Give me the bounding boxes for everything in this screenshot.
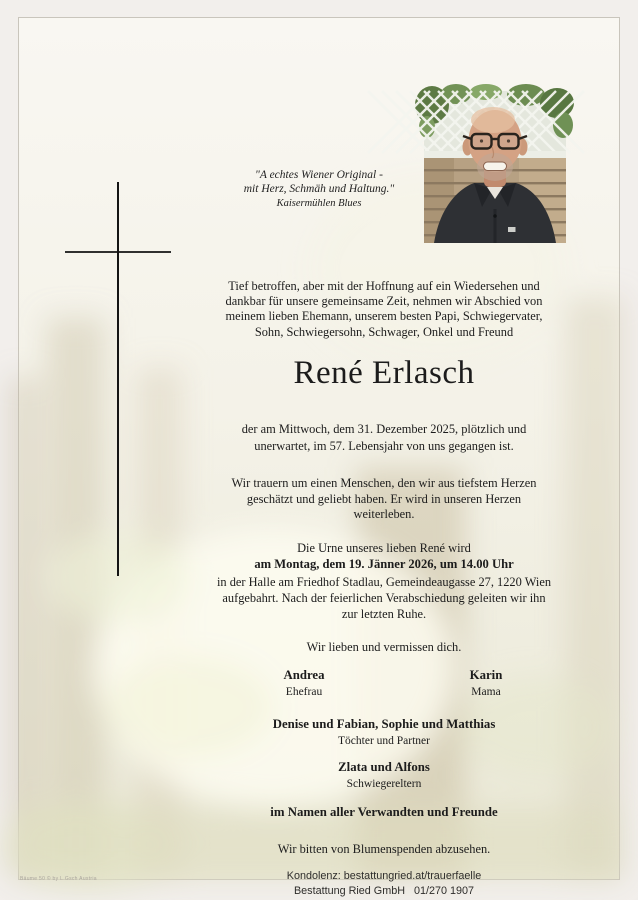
funeral-datetime: am Montag, dem 19. Jänner 2026, um 14.00 Uhr: [254, 557, 514, 571]
mourner-relation: Mama: [471, 686, 501, 698]
flowers-note: Wir bitten von Blumenspenden abzusehen.: [277, 842, 491, 856]
mourner-name: Zlata und Alfons: [338, 760, 430, 774]
urn-intro-line: Die Urne unseres lieben René wird: [297, 541, 471, 555]
funeral-location-details: in der Halle am Friedhof Stadlau, Gemeindeaugasse 27, 1220 Wien aufgebahrt. Nach der feierlichen Verabschiedung geleiten wir ihn zur letzten Ruhe.: [216, 575, 552, 621]
farewell-line: Wir lieben und vermissen dich.: [306, 640, 462, 654]
deceased-portrait-photo: [424, 91, 566, 243]
mourner-relation: Ehefrau: [285, 686, 323, 698]
photo-credit: Bäume 50 © by L.Gsch Austria: [20, 876, 97, 882]
intro-paragraph: Tief betroffen, aber mit der Hoffnung auf ein Wiedersehen und dankbar für unsere gemeinsame Zeit, nehmen wir Abschied von meinem lieben Ehemann, unserem besten Papi, Schwiegervater, Sohn, Schwiegersohn, Schwager, Onkel und Freund: [225, 279, 543, 339]
mourner-daughters: [144, 717, 624, 747]
mourner-relation: Töchter und Partner: [338, 735, 430, 747]
funeral-home-contact: Bestattung Ried GmbH 01/270 1907: [293, 885, 475, 897]
mourner-name: Karin: [469, 668, 503, 682]
mourner-inlaws: [144, 760, 624, 790]
in-name-of-line: im Namen aller Verwandten und Freunde: [270, 805, 498, 819]
mourner-relation: Schwiegereltern: [346, 778, 422, 790]
mourner-karin: [406, 668, 566, 698]
mourner-name: Denise und Fabian, Sophie und Matthias: [272, 717, 496, 731]
condolence-link-text: Kondolenz: bestattungried.at/trauerfaelle: [286, 870, 482, 882]
obituary-card: [18, 17, 620, 897]
quote-text: "A echtes Wiener Original - mit Herz, Schmäh und Haltung.": [243, 169, 395, 195]
death-info: der am Mittwoch, dem 31. Dezember 2025, plötzlich und unerwartet, im 57. Lebensjahr von uns gegangen ist.: [241, 422, 527, 453]
mourner-andrea: [224, 668, 384, 698]
mourning-paragraph: Wir trauern um einen Menschen, den wir aus tiefstem Herzen geschätzt und geliebt haben. Er wird in unseren Herzen weiterleben.: [231, 476, 537, 521]
quote-attribution: Kaisermühlen Blues: [276, 198, 362, 209]
mourner-name: Andrea: [283, 668, 325, 682]
deceased-name: René Erlasch: [293, 355, 475, 391]
